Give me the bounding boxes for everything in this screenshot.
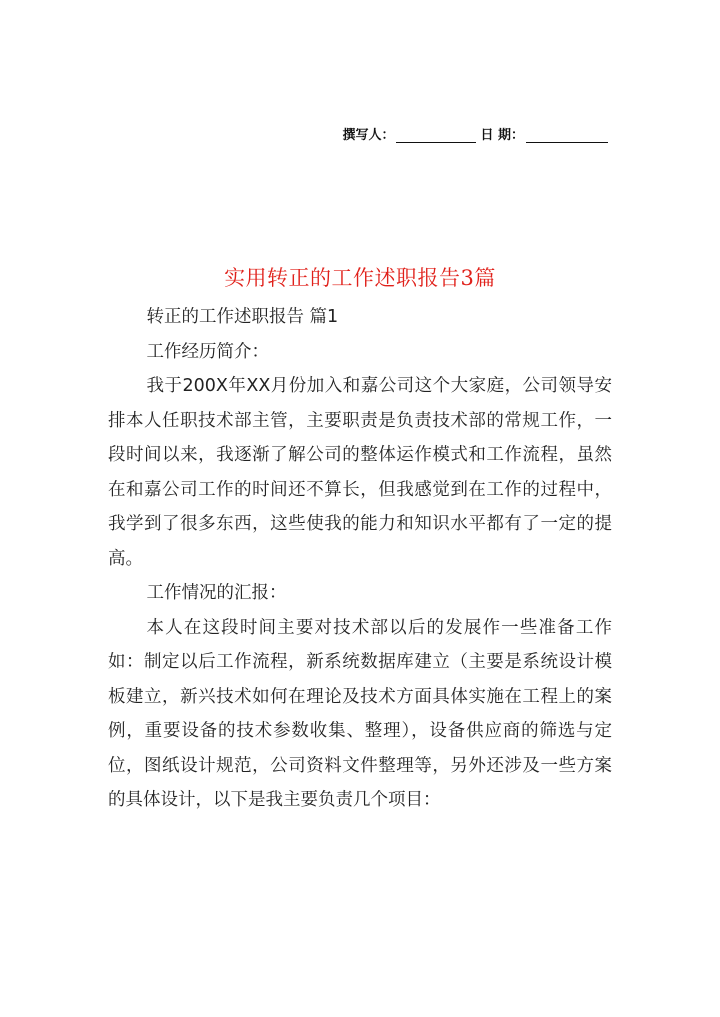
author-label: 撰写人： — [342, 128, 395, 143]
section-heading: 转正的工作述职报告 篇1 — [146, 307, 339, 327]
date-blank-line — [526, 128, 608, 143]
body-paragraph: 我于200X年XX月份加入和嘉公司这个大家庭，公司领导安排本人任职技术部主管，主要职责是负责技术部的常规工作，一段时间以来，我逐渐了解公司的整体运作模式和工作流程，虽然在和嘉公司工作的时间还不算长，但我感觉到在工作的过程中，我学到了很多东西，这些使我的能力和知识水平都有了一定的提高。 — [108, 376, 612, 569]
date-label: 日 期： — [480, 128, 524, 143]
subheading-work-report: 工作情况的汇报： — [146, 583, 287, 603]
document-header — [342, 124, 612, 143]
document-title: 实用转正的工作述职报告3篇 — [224, 266, 496, 290]
subheading-work-experience: 工作经历简介： — [146, 341, 269, 362]
author-blank-line — [396, 128, 476, 143]
body-paragraph: 本人在这段时间主要对技术部以后的发展作一些准备工作如：制定以后工作流程，新系统数据库建立（主要是系统设计模板建立，新兴技术如何在理论及技术方面具体实施在工程上的案例，重要设备的技术参数收集、整理），设备供应商的筛选与定位，图纸设计规范，公司资料文件整理等，另外还涉及一些方案的具体设计，以下是我主要负责几个项目： — [108, 617, 612, 810]
document-body — [108, 300, 612, 818]
